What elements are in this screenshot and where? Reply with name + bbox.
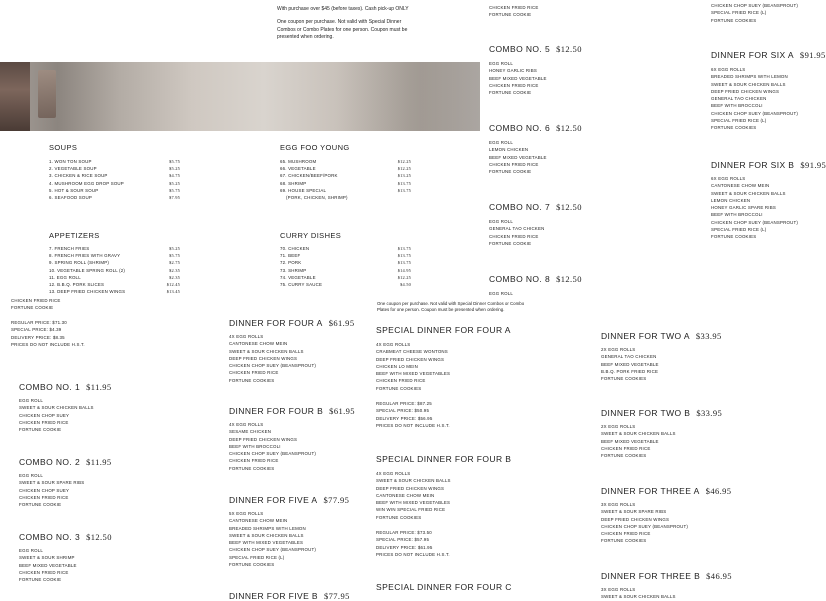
list-item: FORTUNE COOKIES	[229, 465, 275, 471]
menu-row: 73. SHRIMP $14.95	[280, 267, 411, 273]
dinner-six-b-heading: DINNER FOR SIX B $91.95	[711, 160, 826, 170]
list-item: CHICKEN FRIED RICE	[376, 378, 426, 384]
list-item: CHICKEN FRIED RICE	[19, 419, 69, 425]
menu-row: 9. SPRING ROLL (SHRIMP) $2.75	[49, 260, 180, 266]
list-item: GENERAL TAO CHICKEN	[489, 226, 545, 232]
list-item: CHICKEN FRIED RICE	[489, 82, 539, 88]
list-item: DEEP FRIED CHICKEN WINGS	[376, 356, 445, 362]
list-item: CANTONESE CHOW MEIN	[376, 492, 435, 498]
menu-row: 7. FRENCH FRIES $5.25	[49, 246, 180, 251]
menu-row: (PORK, CHICKEN, SHRIMP)	[286, 195, 348, 201]
combo-2-list	[19, 472, 84, 508]
combo-6-list	[489, 139, 547, 175]
coupon-note: One coupon per purchase. Not valid with Special Dinner Combos or Combo Plates for one person. Coupon must be presented when ordering.	[277, 19, 408, 40]
special-four-a-heading: SPECIAL DINNER FOR FOUR A	[376, 325, 511, 335]
appetizers-heading: APPETIZERS	[49, 231, 100, 240]
top-mid-list	[489, 4, 538, 19]
list-item: FORTUNE COOKIE	[19, 577, 62, 583]
list-item: CHICKEN FRIED RICE	[489, 233, 539, 239]
menu-row: 66. VEGETABLE $12.25	[280, 166, 411, 172]
price-note: PRICES DO NOT INCLUDE H.S.T.	[376, 422, 450, 428]
list-item: SPECIAL FRIED RICE (L)	[229, 554, 285, 560]
list-item: 6X EGG ROLLS	[711, 67, 746, 72]
list-item: CHICKEN FRIED RICE	[489, 5, 539, 10]
list-item: CHICKEN FRIED RICE	[229, 458, 279, 464]
list-item: CHICKEN FRIED RICE	[19, 494, 69, 500]
list-item: HONEY GARLIC SPARE RIBS	[711, 205, 776, 211]
combo-8-list	[489, 290, 513, 297]
list-item: FORTUNE COOKIE	[489, 90, 532, 96]
list-item: 4X EGG ROLLS	[229, 422, 264, 427]
delivery-price: DELIVERY PRICE: $61.95	[376, 544, 433, 550]
list-item: SWEET & SOUR SHRIMP	[19, 555, 75, 561]
list-item: EGG ROLL	[489, 140, 514, 145]
list-item: GENERAL TAO CHICKEN	[711, 96, 767, 102]
list-item: CHICKEN FRIED RICE	[489, 161, 539, 167]
menu-row: 13. DEEP FRIED CHICKEN WINGS $13.45	[49, 289, 180, 295]
list-item: SWEET & SOUR CHICKEN BALLS	[376, 478, 451, 484]
list-item: FORTUNE COOKIE	[489, 12, 532, 18]
list-item: CHICKEN CHOP SUEY (BEANSPROUT)	[229, 363, 317, 369]
list-item: EGG ROLL	[19, 398, 44, 403]
delivery-price: DELIVERY PRICE: $56.95	[376, 415, 433, 421]
dinner-four-a-list	[229, 333, 316, 384]
list-item: DEEP FRIED CHICKEN WINGS	[711, 88, 780, 94]
combo-2-heading: COMBO NO. 2 $11.95	[19, 457, 112, 467]
list-item: 4X EGG ROLLS	[229, 334, 264, 339]
list-item: FORTUNE COOKIE	[489, 169, 532, 175]
dinner-two-a-list	[601, 346, 659, 382]
top-right-list	[711, 2, 798, 24]
list-item: SWEET & SOUR CHICKEN BALLS	[229, 348, 304, 354]
list-item: EGG ROLL	[19, 548, 44, 553]
special-four-a-list	[376, 341, 450, 392]
combo-6-heading: COMBO NO. 6 $12.50	[489, 123, 582, 133]
list-item: 2X EGG ROLLS	[601, 347, 636, 352]
dinner-five-a-list	[229, 510, 316, 568]
list-item: FORTUNE COOKIES	[601, 453, 647, 459]
list-item: 5X EGG ROLLS	[229, 511, 264, 516]
list-item: CHICKEN CHOP SUEY (BEANSPROUT)	[229, 547, 317, 553]
list-item: EGG ROLL	[489, 219, 514, 224]
list-item: BREADED SHRIMPS WITH LEMON	[711, 74, 788, 80]
combo-3-heading: COMBO NO. 3 $12.50	[19, 532, 112, 542]
list-item: FORTUNE COOKIES	[376, 385, 422, 391]
list-item: CHICKEN CHOP SUEY	[19, 487, 70, 493]
price-note: PRICES DO NOT INCLUDE H.S.T.	[11, 341, 85, 347]
special-price: SPECIAL PRICE: $57.95	[376, 537, 430, 543]
list-item: CHICKEN CHOP SUEY (BEANSPROUT)	[711, 3, 799, 8]
dinner-two-a-heading: DINNER FOR TWO A $33.95	[601, 331, 722, 341]
list-item: GENERAL TAO CHICKEN	[601, 354, 657, 360]
dinner-two-b-list	[601, 423, 676, 459]
list-item: BEEF WITH BROCCOLI	[711, 212, 763, 218]
list-item: LEMON CHICKEN	[711, 197, 751, 203]
combo-3-list	[19, 547, 77, 583]
combo-5-list	[489, 60, 547, 96]
list-item: 3X EGG ROLLS	[601, 502, 636, 507]
left-partial-list	[11, 297, 60, 312]
menu-row: 5. HOT & SOUR SOUP $5.75	[49, 187, 180, 193]
dinner-five-b-heading: DINNER FOR FIVE B $77.95	[229, 591, 350, 601]
list-item: CANTONESE CHOW MEIN	[229, 341, 288, 347]
combo-8-heading: COMBO NO. 8 $12.50	[489, 274, 582, 284]
list-item: FORTUNE COOKIES	[601, 538, 647, 544]
menu-row: 3. CHICKEN & RICE SOUP $4.75	[49, 173, 180, 179]
list-item: CANTONESE CHOW MEIN	[711, 183, 770, 189]
list-item: B.B.Q. PORK FRIED RICE	[601, 368, 659, 374]
menu-row: 4. MUSHROOM EGG DROP SOUP $5.25	[49, 180, 180, 186]
list-item: 4X EGG ROLLS	[376, 471, 411, 476]
curry-heading: CURRY DISHES	[280, 231, 342, 240]
dinner-three-a-list	[601, 501, 688, 545]
list-item: BREADED SHRIMPS WITH LEMON	[229, 525, 306, 531]
list-item: CANTONESE CHOW MEIN	[229, 518, 288, 524]
list-item: FORTUNE COOKIES	[711, 17, 757, 23]
menu-row: 65. MUSHROOM $12.25	[280, 159, 411, 164]
dinner-five-a-heading: DINNER FOR FIVE A $77.95	[229, 495, 350, 505]
list-item: BEEF WITH MIXED VEGETABLES	[229, 540, 304, 546]
special-four-b-prices	[376, 529, 450, 558]
list-item: DEEP FRIED CHICKEN WINGS	[229, 355, 298, 361]
special-four-a-prices	[376, 400, 450, 429]
curry-list	[280, 245, 411, 288]
list-item: SPECIAL FRIED RICE (L)	[711, 10, 767, 16]
list-item: CHICKEN CHOP SUEY	[19, 412, 70, 418]
price-note: PRICES DO NOT INCLUDE H.S.T.	[376, 551, 450, 557]
appetizers-list	[49, 245, 180, 295]
list-item: DEEP FRIED CHICKEN WINGS	[601, 516, 670, 522]
list-item: SESAME CHICKEN	[229, 429, 272, 435]
dinner-three-b-list	[601, 586, 676, 601]
delivery-price: DELIVERY PRICE: $8.35	[11, 334, 65, 340]
list-item: SWEET & SOUR CHICKEN BALLS	[229, 532, 304, 538]
list-item: CHICKEN FRIED RICE	[19, 569, 69, 575]
list-item: SPECIAL FRIED RICE (L)	[711, 118, 767, 124]
list-item: HONEY GARLIC RIBS	[489, 68, 537, 74]
list-item: CHICKEN FRIED RICE	[601, 445, 651, 451]
list-item: BEEF MIXED VEGETABLE	[601, 438, 659, 444]
regular-price: REGULAR PRICE: $73.50	[376, 530, 432, 535]
combo-7-heading: COMBO NO. 7 $12.50	[489, 202, 582, 212]
dinner-six-a-heading: DINNER FOR SIX A $91.95	[711, 50, 826, 60]
list-item: CHICKEN CHOP SUEY (BEANSPROUT)	[601, 523, 689, 529]
menu-row: 70. CHICKEN $13.75	[280, 246, 411, 251]
menu-row: 74. VEGETABLE $12.25	[280, 274, 411, 280]
list-item: LEMON CHICKEN	[489, 147, 529, 153]
special-four-b-heading: SPECIAL DINNER FOR FOUR B	[376, 454, 512, 464]
list-item: FORTUNE COOKIE	[19, 427, 62, 433]
menu-row: 68. SHRIMP $13.75	[280, 180, 411, 186]
list-item: DEEP FRIED CHICKEN WINGS	[229, 436, 298, 442]
list-item: FORTUNE COOKIES	[229, 377, 275, 383]
menu-row: 71. BEEF $13.75	[280, 253, 411, 259]
menu-row: 6. SEAFOOD SOUP $7.95	[49, 195, 180, 201]
menu-row: 11. EGG ROLL $2.35	[49, 274, 180, 280]
special-four-b-list	[376, 470, 451, 521]
list-item: CHICKEN FRIED RICE	[11, 298, 61, 303]
list-item: WIN WIN SPECIAL FRIED RICE	[376, 507, 446, 513]
list-item: 3X EGG ROLLS	[601, 587, 636, 592]
list-item: SWEET & SOUR SPARE RIBS	[601, 509, 667, 515]
list-item: FORTUNE COOKIES	[376, 514, 422, 520]
list-item: BEEF WITH MIXED VEGETABLES	[376, 500, 451, 506]
list-item: BEEF MIXED VEGETABLE	[489, 154, 547, 160]
soups-list	[49, 158, 180, 201]
dinner-three-a-heading: DINNER FOR THREE A $46.95	[601, 486, 732, 496]
list-item: DEEP FRIED CHICKEN WINGS	[376, 485, 445, 491]
dinner-four-b-heading: DINNER FOR FOUR B $61.95	[229, 406, 355, 416]
purchase-note: With purchase over $45 (before taxes). Cash pick-up ONLY	[277, 6, 409, 12]
menu-row: 12. B.B.Q. PORK SLICES $12.45	[49, 282, 180, 288]
list-item: FORTUNE COOKIE	[11, 305, 54, 311]
list-item: BEEF WITH BROCCOLI	[711, 103, 763, 109]
list-item: CHICKEN FRIED RICE	[229, 370, 279, 376]
mid-coupon-note: One coupon per purchase. Not valid with Special Dinner Combos or Combo Plates for one person. Coupon must be presented when ordering.	[377, 301, 525, 312]
dinner-four-b-list	[229, 421, 316, 472]
special-price: SPECIAL PRICE: $4.39	[11, 327, 62, 333]
list-item: SWEET & SOUR CHICKEN BALLS	[711, 190, 786, 196]
egg-foo-young-list	[280, 158, 411, 201]
list-item: BEEF MIXED VEGETABLE	[489, 75, 547, 81]
left-partial-prices	[11, 319, 85, 348]
list-item: FORTUNE COOKIES	[229, 562, 275, 568]
menu-row: 10. VEGETABLE SPRING ROLL (2) $2.35	[49, 267, 180, 273]
list-item: SWEET & SOUR CHICKEN BALLS	[601, 594, 676, 600]
menu-row: 8. FRENCH FRIES WITH GRAVY $5.75	[49, 253, 180, 259]
list-item: BEEF WITH MIXED VEGETABLES	[376, 371, 451, 377]
list-item: 2X EGG ROLLS	[601, 424, 636, 429]
list-item: CRABMEAT CHEESE WONTONS	[376, 349, 448, 355]
dinner-three-b-heading: DINNER FOR THREE B $46.95	[601, 571, 732, 581]
list-item: SPECIAL FRIED RICE (L)	[711, 227, 767, 233]
special-price: SPECIAL PRICE: $50.95	[376, 408, 430, 414]
list-item: CHICKEN CHOP SUEY (BEANSPROUT)	[229, 451, 317, 457]
combo-1-list	[19, 397, 94, 433]
list-item: SWEET & SOUR SPARE RIBS	[19, 480, 85, 486]
list-item: SWEET & SOUR CHICKEN BALLS	[711, 81, 786, 87]
list-item: CHICKEN FRIED RICE	[601, 531, 651, 537]
combo-1-heading: COMBO NO. 1 $11.95	[19, 382, 112, 392]
list-item: CHICKEN CHOP SUEY (BEANSPROUT)	[711, 110, 799, 116]
combo-5-heading: COMBO NO. 5 $12.50	[489, 44, 582, 54]
menu-row: 67. CHICKEN/BEEF/PORK $13.25	[280, 173, 411, 179]
list-item: FORTUNE COOKIE	[19, 502, 62, 508]
menu-row: 72. PORK $13.75	[280, 260, 411, 266]
list-item: 6X EGG ROLLS	[711, 176, 746, 181]
menu-row: 1. WON TON SOUP $5.75	[49, 159, 180, 164]
list-item: SWEET & SOUR CHICKEN BALLS	[19, 405, 94, 411]
list-item: SWEET & SOUR CHICKEN BALLS	[601, 431, 676, 437]
dinner-six-a-list	[711, 66, 798, 132]
list-item: BEEF MIXED VEGETABLE	[601, 361, 659, 367]
list-item: CHICKEN LO MEIN	[376, 363, 419, 369]
combo-7-list	[489, 218, 544, 247]
list-item: BEEF MIXED VEGETABLE	[19, 562, 77, 568]
menu-row: 75. CURRY SAUCE $4.50	[280, 282, 411, 288]
list-item: FORTUNE COOKIES	[711, 234, 757, 240]
special-four-c-heading: SPECIAL DINNER FOR FOUR C	[376, 582, 512, 592]
menu-row: 69. HOUSE SPECIAL $13.75	[280, 187, 411, 193]
food-photo	[0, 62, 480, 131]
list-item: 4X EGG ROLLS	[376, 342, 411, 347]
list-item: BEEF WITH BROCCOLI	[229, 443, 281, 449]
regular-price: REGULAR PRICE: $87.25	[376, 401, 432, 406]
list-item: FORTUNE COOKIE	[489, 240, 532, 246]
list-item: FORTUNE COOKIES	[601, 376, 647, 382]
dinner-four-a-heading: DINNER FOR FOUR A $61.95	[229, 318, 355, 328]
list-item: FORTUNE COOKIES	[711, 125, 757, 131]
menu-row: 2. VEGETABLE SOUP $5.25	[49, 166, 180, 172]
egg-foo-young-heading: EGG FOO YOUNG	[280, 143, 350, 152]
list-item: EGG ROLL	[489, 61, 514, 66]
list-item: EGG ROLL	[489, 291, 514, 296]
regular-price: REGULAR PRICE: $71.30	[11, 320, 67, 325]
dinner-two-b-heading: DINNER FOR TWO B $33.95	[601, 408, 723, 418]
list-item: EGG ROLL	[19, 473, 44, 478]
list-item: CHICKEN CHOP SUEY (BEANSPROUT)	[711, 219, 799, 225]
dinner-six-b-list	[711, 175, 798, 241]
soups-heading: SOUPS	[49, 143, 78, 152]
